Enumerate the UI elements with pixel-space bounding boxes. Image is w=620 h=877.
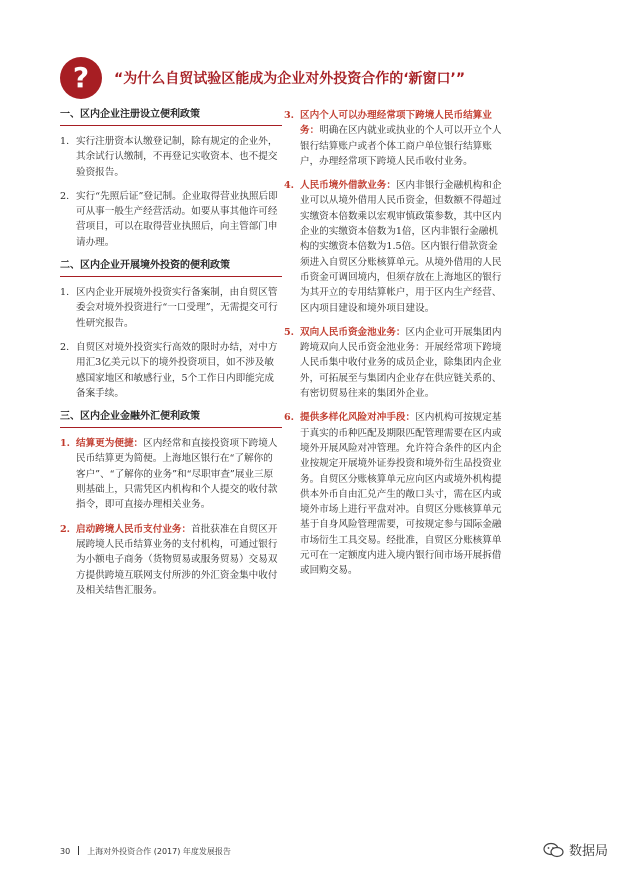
brand-name: 数据局 — [568, 844, 608, 859]
wechat-icon — [543, 842, 565, 858]
list-item — [60, 134, 282, 180]
list-item — [284, 108, 506, 169]
item-text: 自贸区对境外投资实行高效的限时办结，对中方用汇3亿美元以下的境外投资项目，如不涉及敏感国家地区和敏感行业，5个工作日内即能完成备案手续。 — [76, 341, 278, 399]
report-title: 上海对外投资合作 (2017) 年度发展报告 — [87, 847, 231, 856]
item-number: 1. — [60, 136, 70, 147]
list-item — [284, 325, 506, 401]
policy-section — [60, 259, 282, 401]
item-text: 明确在区内就业或执业的个人可以开立个人银行结算账户或者个体工商户单位银行结算账户，办理经常项下跨境人民币收付业务。 — [300, 125, 502, 167]
item-text: 区内非银行金融机构和企业可以从境外借用人民币资金，但数额不得超过实缴资本倍数乘以宏观审慎政策参数，其中区内企业的实缴资本倍数为1倍，区内非银行金融机构的实缴资本倍数为1.5倍。区内银行借款资金须进入自贸区分账核算单元。从境外借用的人民币资金可调回境内，但须存放在上海地区的银行为其开立的专用结算帐户，用于区内生产经营、区内项目建设和境外项目建设。 — [300, 180, 502, 314]
item-keyword: 双向人民币资金池业务： — [300, 326, 406, 338]
item-text: 实行“先照后证”登记制。企业取得营业执照后即可从事一般生产经营活动。如要从事其他许可经营项目，可以在取得营业执照后，向主管部门申请办理。 — [76, 190, 278, 248]
right-column — [284, 108, 506, 588]
item-number: 4. — [284, 180, 295, 192]
list-item — [60, 340, 282, 401]
item-number: 2. — [60, 341, 70, 353]
list-item — [284, 410, 506, 578]
section-title: 二、区内企业开展境外投资的便利政策 — [60, 259, 282, 277]
source-watermark — [543, 840, 608, 859]
policy-section — [60, 410, 282, 598]
item-text: 区内机构可按规定基于真实的币种匹配及期限匹配管理需要在区内或境外开展风险对冲管理。允许符合条件的区内企业按规定开展境外证券投资和境外衍生品投资业务。自贸区分账核算单元应向区内或境外机构提供本外币自由汇兑产生的敞口头寸，需在区内或境外市场上进行平盘对冲。自贸区分账核算单元基于自身风险管理需要，可按规定参与国际金融市场衍生工具交易。经批准，自贸区分账核算单元可在一定额度内进入境内银行间市场开展拆借或回购交易。 — [300, 412, 502, 577]
item-text: 首批获准在自贸区开展跨境人民币结算业务的支付机构，可通过银行为小额电子商务（货物贸易或服务贸易）交易双方提供跨境互联网支付所涉的外汇资金集中收付及相关结售汇服务。 — [76, 523, 278, 596]
item-number: 2. — [60, 190, 70, 202]
page-header — [60, 57, 560, 99]
question-icon: ? — [60, 57, 102, 99]
item-text: 区内经常和直接投资项下跨境人民币结算更为简便。上海地区银行在“了解你的客户”、“了解你的业务”和“尽职审查”展业三原则基础上，只需凭区内机构和个人提交的收付款指令，即可直接办理相关业务。 — [76, 438, 278, 511]
footer-divider — [78, 846, 79, 855]
list-item — [60, 436, 282, 512]
list-item — [60, 522, 282, 598]
item-keyword: 区内个人可以办理经常项下跨境人民币结算业务： — [300, 110, 492, 137]
item-keyword: 结算更为便捷： — [76, 438, 144, 450]
left-column — [60, 108, 282, 607]
item-number: 3. — [284, 110, 295, 121]
item-text: 区内企业开展境外投资实行备案制，由自贸区管委会对境外投资进行“一口受理”，无需提交可行性研究报告。 — [76, 287, 278, 329]
item-text: 实行注册资本认缴登记制，除有规定的企业外，其余试行认缴制，不再登记实收资本、也不提交验资报告。 — [76, 136, 278, 178]
page-title: “为什么自贸试验区能成为企业对外投资合作的‘新窗口’” — [114, 71, 466, 87]
page-footer — [60, 846, 231, 857]
item-number: 2. — [60, 523, 71, 535]
list-item — [60, 285, 282, 331]
item-keyword: 人民币境外借款业务： — [300, 180, 396, 192]
item-number: 1. — [60, 438, 71, 450]
item-text: 区内企业可开展集团内跨境双向人民币资金池业务：开展经常项下跨境人民币集中收付业务的成员企业，除集团内企业外，可拓展至与集团内企业存在供应链关系的、有密切贸易往来的集团外企业。 — [300, 326, 502, 400]
policy-section — [60, 108, 282, 250]
item-keyword: 启动跨境人民币支付业务： — [76, 523, 192, 535]
section-title: 一、区内企业注册设立便利政策 — [60, 108, 282, 126]
item-keyword: 提供多样化风险对冲手段： — [300, 412, 416, 424]
page-number: 30 — [60, 847, 71, 856]
section-title: 三、区内企业金融外汇便利政策 — [60, 410, 282, 428]
item-number: 6. — [284, 412, 295, 424]
list-item — [60, 189, 282, 250]
list-item — [284, 178, 506, 316]
item-number: 1. — [60, 287, 70, 299]
item-number: 5. — [284, 326, 295, 338]
